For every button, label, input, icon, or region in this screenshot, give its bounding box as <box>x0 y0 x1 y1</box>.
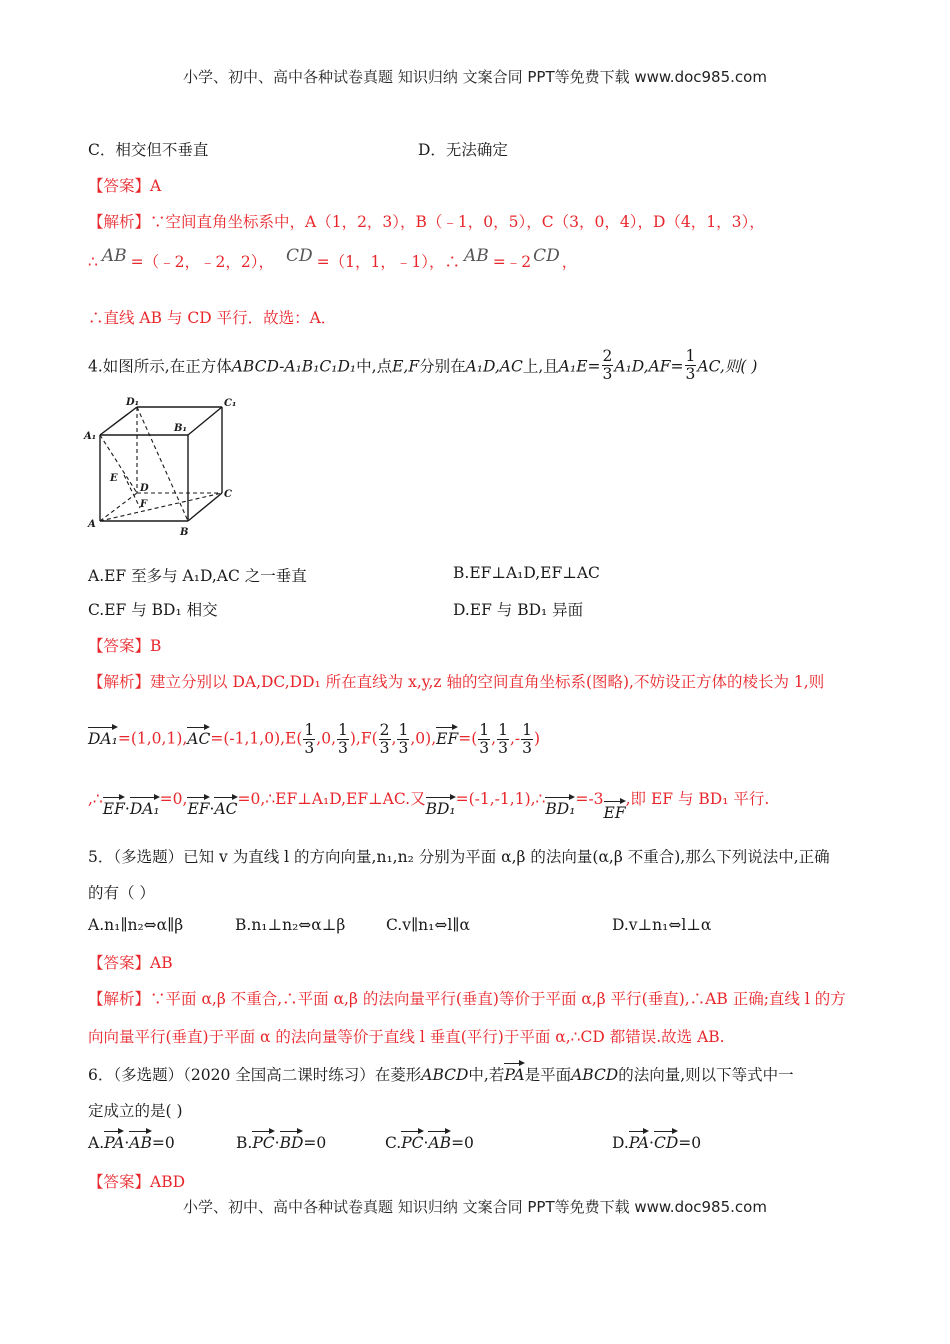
ef-open: =( <box>458 729 478 748</box>
vector-da1: DA₁ <box>130 794 160 818</box>
f-tail: ,0 <box>410 729 426 748</box>
edge-a1d1 <box>100 407 137 435</box>
vector-ef: EF <box>436 724 458 748</box>
vector-ab: AB <box>428 1128 451 1152</box>
a1e: A₁E= <box>558 357 601 376</box>
q6-stem-d: 的法向量,则以下等式中一 <box>618 1066 794 1084</box>
numerator: 2 <box>602 347 613 365</box>
q6-option-d <box>612 1128 701 1152</box>
seg-a1d <box>100 435 137 493</box>
vector-ab: AB <box>129 1128 152 1152</box>
ab-value: =（﹣2，﹣2，2）， <box>130 253 274 271</box>
label-e: E <box>110 473 118 484</box>
frac-e1 <box>303 722 315 757</box>
vector-bd1-2: BD₁ <box>545 794 575 818</box>
vector-cd-2: CD <box>533 246 560 266</box>
label-c1: C₁ <box>224 398 237 409</box>
vector-pc: PC <box>401 1128 423 1152</box>
vector-ac: AC <box>214 794 237 818</box>
analysis-tag: 【解析】 <box>88 673 151 691</box>
vector-ef: EF <box>103 794 125 818</box>
q5-option-a: A.n₁∥n₂⇔α∥β <box>88 916 184 934</box>
denominator: 3 <box>338 739 348 758</box>
q6-answer <box>88 1170 185 1192</box>
dot: · <box>274 1134 280 1152</box>
q5-stem-line2: 的有（ ） <box>88 884 155 902</box>
seg-ef <box>124 475 140 508</box>
q5-analysis-line2: 向向量平行(垂直)于平面 α 的法向量等价于直线 l 垂直(平行)于平面 α,∴CD 都错误.故选 AB. <box>88 1028 725 1046</box>
q4-stem-b: 中,点 <box>356 357 393 376</box>
q4-stem-d: 上,且 <box>522 357 559 376</box>
q4-analysis-line3 <box>88 784 770 822</box>
dot: · <box>209 800 215 818</box>
denominator: 3 <box>379 739 390 758</box>
dot-product-2 <box>187 800 237 818</box>
q6-stem-a: 6．（多选题）（2020 全国高二课时练习）在菱形 <box>88 1066 422 1084</box>
denominator: 3 <box>479 739 490 758</box>
edge-b1c1 <box>188 407 222 435</box>
option-letter: A. <box>88 1134 105 1152</box>
option-letter: D. <box>612 1134 629 1152</box>
answer-value: A <box>150 177 162 195</box>
g-sep: , <box>491 729 497 748</box>
vector-ef: EF <box>187 794 209 818</box>
answer-value: AB <box>150 954 173 972</box>
analysis-text: ∵平面 α,β 不重合,∴平面 α,β 的法向量平行(垂直)等价于平面 α,β 平行(垂直),∴AB 正确;直线 l 的方 <box>150 990 846 1008</box>
therefore: ,∴ <box>88 790 103 808</box>
numerator: 1 <box>304 721 315 739</box>
q6-stem-line2: 定成立的是( ) <box>88 1102 183 1120</box>
q6-stem-c: 是平面 <box>524 1066 572 1084</box>
q4-option-b: B.EF⊥A₁D,EF⊥AC <box>453 564 600 582</box>
label-d: D <box>140 483 149 494</box>
q5-option-d: D.v⊥n₁⇔l⊥α <box>612 916 712 934</box>
q4-stem <box>88 347 758 385</box>
frac-g5 <box>521 722 533 757</box>
denominator: 3 <box>685 365 696 384</box>
q4-analysis-line1 <box>88 670 824 692</box>
ac-tail: AC,则( ) <box>697 357 758 376</box>
dot: · <box>124 800 130 818</box>
page-header: 小学、初中、高中各种试卷真题 知识归纳 文案合同 PPT等免费下载 www.doc985.com <box>183 68 767 86</box>
equals-zero: =0 <box>303 1134 327 1152</box>
vector-pc: PC <box>252 1128 274 1152</box>
q4-option-a: A.EF 至多与 A₁D,AC 之一垂直 <box>88 567 307 585</box>
answer-value: ABD <box>150 1173 186 1191</box>
frac-g3 <box>497 722 509 757</box>
q6-stem-b: 中,若 <box>468 1066 505 1084</box>
vector-pa: PA <box>104 1128 124 1152</box>
minus-three: =-3 <box>575 790 604 808</box>
dot: · <box>649 1134 654 1152</box>
q5-stem-line1: 5．（多选题）已知 v 为直线 l 的方向向量,n₁,n₂ 分别为平面 α,β 的法向量(α,β 不重合),那么下列说法中,正确 <box>88 848 830 866</box>
q4-stem-c: 分别在 <box>419 357 466 376</box>
q4-analysis-line2 <box>88 722 540 757</box>
q3-analysis-line2 <box>88 246 578 272</box>
answer-tag: 【答案】 <box>88 954 151 972</box>
fraction-one-third <box>685 348 697 383</box>
q3-answer <box>88 174 161 196</box>
label-a: A <box>88 519 96 530</box>
da1-value: =(1,0,1), <box>117 729 188 748</box>
plane-name: ABCD <box>571 1066 619 1084</box>
comma: ， <box>561 253 578 271</box>
vector-ac: AC <box>187 724 210 748</box>
a1d-af: A₁D,AF= <box>614 357 684 376</box>
q3-option-c: C．相交但不垂直 <box>88 141 209 159</box>
cd-value: =（1，1，﹣1），∴ <box>316 253 460 271</box>
vector-ab: AB <box>101 246 127 266</box>
q6-option-a <box>88 1128 175 1152</box>
label-f: F <box>140 499 148 510</box>
analysis-text: 建立分别以 DA,DC,DD₁ 所在直线为 x,y,z 轴的空间直角坐标系(图略),不妨设正方体的棱长为 1,则 <box>150 673 825 691</box>
label-a1: A₁ <box>84 431 97 442</box>
frac-g1 <box>478 722 490 757</box>
therefore: ∴ <box>88 253 98 271</box>
vector-pa: PA <box>629 1128 649 1152</box>
q6-option-c <box>385 1128 474 1152</box>
conclusion: ,即 EF 与 BD₁ 平行. <box>625 790 770 808</box>
vector-bd: BD <box>280 1128 304 1152</box>
vector-da1: DA₁ <box>88 724 118 748</box>
vector-cd: CD <box>285 246 313 266</box>
frac-e3 <box>337 722 349 757</box>
ef-close: ) <box>533 729 541 748</box>
denominator: 3 <box>304 739 315 758</box>
numerator: 1 <box>522 721 532 739</box>
vector-cd: CD <box>654 1128 678 1152</box>
denominator: 3 <box>602 365 613 384</box>
q5-option-b: B.n₁⊥n₂⇔α⊥β <box>235 916 346 934</box>
g-sep2: ,- <box>509 729 521 748</box>
ac-value: =(-1,1,0),E( <box>210 729 303 748</box>
answer-tag: 【答案】 <box>88 637 151 655</box>
label-d1: D₁ <box>126 397 140 408</box>
q5-analysis-line1 <box>88 987 846 1009</box>
vector-ef-2: EF <box>604 798 626 822</box>
answer-tag: 【答案】 <box>88 1173 151 1191</box>
label-b1: B₁ <box>174 423 187 434</box>
q5-option-c: C.v∥n₁⇔l∥α <box>386 916 470 934</box>
segments: A₁D,AC <box>465 357 523 376</box>
denominator: 3 <box>398 739 409 758</box>
page-footer: 小学、初中、高中各种试卷真题 知识归纳 文案合同 PPT等免费下载 www.doc985.com <box>183 1198 767 1216</box>
denominator: 3 <box>498 739 508 758</box>
numerator: 2 <box>379 721 390 739</box>
points-ef: E,F <box>392 357 420 376</box>
dot-product-1 <box>103 800 160 818</box>
frac-f1 <box>379 722 391 757</box>
denominator: 3 <box>522 739 532 758</box>
equals-zero: =0 <box>451 1134 474 1152</box>
numerator: 1 <box>498 721 508 739</box>
zero-1: =0, <box>159 790 188 808</box>
q6-stem-line1 <box>88 1060 794 1085</box>
relation: =﹣2 <box>492 253 532 271</box>
vector-pa: PA <box>504 1060 524 1084</box>
answer-value: B <box>150 637 162 655</box>
dot: · <box>124 1134 130 1152</box>
label-b: B <box>180 527 189 538</box>
q3-option-d: D．无法确定 <box>418 141 508 159</box>
bd1-value: =(-1,-1,1),∴ <box>455 790 546 808</box>
cube-name: ABCD-A₁B₁C₁D₁ <box>231 357 357 376</box>
numerator: 1 <box>479 721 490 739</box>
option-letter: C. <box>385 1134 402 1152</box>
perp-text: =0,∴EF⊥A₁D,EF⊥AC.又 <box>237 790 426 808</box>
answer-tag: 【答案】 <box>88 177 151 195</box>
analysis-tag: 【解析】 <box>88 213 151 231</box>
q4-option-d: D.EF 与 BD₁ 异面 <box>453 601 584 619</box>
e-sep: ,0, <box>316 729 336 748</box>
q4-answer <box>88 634 161 656</box>
q3-analysis-line1 <box>88 210 765 232</box>
analysis-tag: 【解析】 <box>88 990 151 1008</box>
equals-zero: =0 <box>678 1134 702 1152</box>
edge-ad <box>100 493 137 521</box>
numerator: 1 <box>398 721 409 739</box>
q3-analysis-line3: ∴直线 AB 与 CD 平行．故选：A． <box>88 309 337 327</box>
f-sep: , <box>391 729 397 748</box>
vector-bd1: BD₁ <box>426 794 456 818</box>
dot: · <box>423 1134 429 1152</box>
label-c: C <box>224 489 232 500</box>
f-close: ), <box>425 729 437 748</box>
q4-stem-a: 4.如图所示,在正方体 <box>88 357 232 376</box>
q5-answer <box>88 951 173 973</box>
rhombus-name: ABCD <box>421 1066 469 1084</box>
analysis-text: ∵空间直角坐标系中，A（1，2，3），B（﹣1，0，5），C（3，0，4），D（4，1，3）， <box>150 213 765 231</box>
f-open: ),F( <box>349 729 378 748</box>
equals-zero: =0 <box>151 1134 175 1152</box>
numerator: 1 <box>685 347 696 365</box>
q6-option-b <box>236 1128 326 1152</box>
cube-figure <box>82 393 252 543</box>
vector-ab-2: AB <box>463 246 489 266</box>
frac-f3 <box>397 722 409 757</box>
fraction-two-thirds <box>602 348 614 383</box>
q4-option-c: C.EF 与 BD₁ 相交 <box>88 601 218 619</box>
numerator: 1 <box>338 721 348 739</box>
option-letter: B. <box>236 1134 253 1152</box>
